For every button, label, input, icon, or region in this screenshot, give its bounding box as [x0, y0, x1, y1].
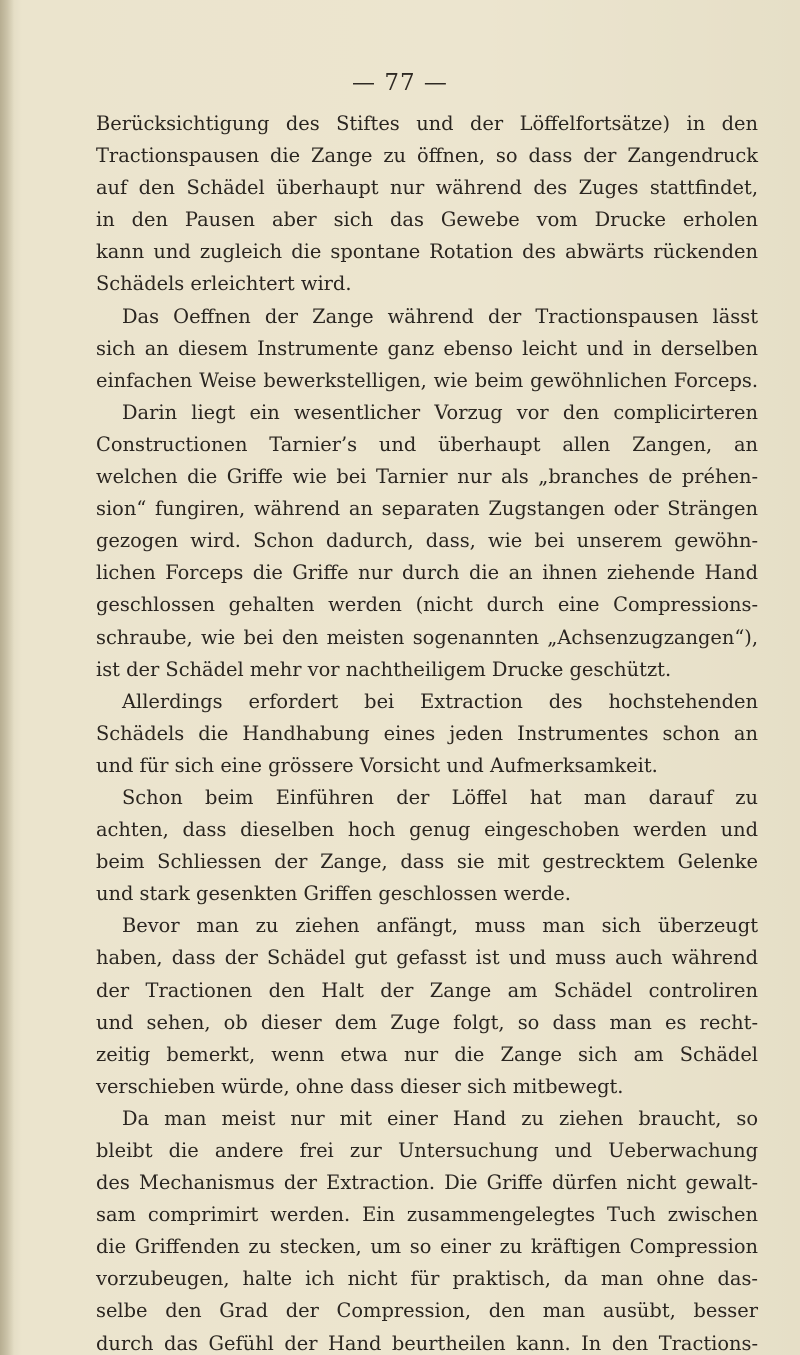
- text-line: vorzubeugen, halte ich nicht für praktisch, da man ohne das-: [96, 1267, 758, 1291]
- text-line: geschlossen gehalten werden (nicht durch eine Compressions-: [96, 593, 758, 617]
- text-line: Constructionen Tarnier’s und überhaupt allen Zangen, an: [96, 432, 758, 456]
- text-line: des Mechanismus der Extraction. Die Griffe dürfen nicht gewalt-: [96, 1171, 758, 1195]
- text-line: auf den Schädel überhaupt nur während des Zuges stattfindet,: [96, 176, 758, 200]
- text-line: in den Pausen aber sich das Gewebe vom Drucke erholen: [96, 208, 758, 232]
- text-line: durch das Gefühl der Hand beurtheilen kann. In den Tractions-: [96, 1331, 758, 1355]
- text-line: Das Oeffnen der Zange während der Tractionspausen lässt: [122, 304, 758, 328]
- text-line: Tractionspausen die Zange zu öffnen, so dass der Zangendruck: [96, 144, 758, 168]
- text-line: einfachen Weise bewerkstelligen, wie beim gewöhnlichen Forceps.: [96, 368, 758, 392]
- binding-shadow: [0, 0, 14, 1355]
- text-line: haben, dass der Schädel gut gefasst ist und muss auch während: [96, 946, 758, 970]
- text-line: sam comprimirt werden. Ein zusammengelegtes Tuch zwischen: [96, 1203, 758, 1227]
- text-line: verschieben würde, ohne dass dieser sich mitbewegt.: [96, 1074, 624, 1098]
- text-line: und sehen, ob dieser dem Zuge folgt, so dass man es recht-: [96, 1010, 758, 1034]
- text-line: welchen die Griffe wie bei Tarnier nur als „branches de préhen-: [96, 465, 758, 489]
- page-number: — 77 —: [352, 70, 448, 96]
- text-line: sion“ fungiren, während an separaten Zugstangen oder Strängen: [96, 497, 758, 521]
- text-line: Schädels erleichtert wird.: [96, 272, 352, 296]
- text-line: Da man meist nur mit einer Hand zu ziehen braucht, so: [122, 1106, 758, 1130]
- text-line: Schädels die Handhabung eines jeden Instrumentes schon an: [96, 721, 758, 745]
- text-line: Darin liegt ein wesentlicher Vorzug vor den complicirteren: [122, 400, 758, 424]
- text-line: selbe den Grad der Compression, den man ausübt, besser: [96, 1299, 758, 1323]
- body-text: [96, 108, 758, 1355]
- text-line: Schon beim Einführen der Löffel hat man darauf zu: [122, 785, 758, 809]
- text-line: und für sich eine grössere Vorsicht und Aufmerksamkeit.: [96, 753, 658, 777]
- text-line: zeitig bemerkt, wenn etwa nur die Zange sich am Schädel: [96, 1042, 758, 1066]
- text-line: beim Schliessen der Zange, dass sie mit gestrecktem Gelenke: [96, 850, 758, 874]
- text-line: Bevor man zu ziehen anfängt, muss man sich überzeugt: [122, 914, 758, 938]
- text-line: gezogen wird. Schon dadurch, dass, wie bei unserem gewöhn-: [96, 529, 758, 553]
- text-line: Allerdings erfordert bei Extraction des hochstehenden: [122, 689, 758, 713]
- text-line: schraube, wie bei den meisten sogenannten „Achsenzugzangen“),: [96, 625, 758, 649]
- text-line: bleibt die andere frei zur Untersuchung und Ueberwachung: [96, 1139, 758, 1162]
- text-line: der Tractionen den Halt der Zange am Schädel controliren: [96, 978, 758, 1002]
- text-line: achten, dass dieselben hoch genug eingeschoben werden und: [96, 818, 758, 842]
- text-line: kann und zugleich die spontane Rotation des abwärts rückenden: [96, 240, 758, 264]
- text-line: ist der Schädel mehr vor nachtheiligem Drucke geschützt.: [96, 657, 672, 681]
- text-line: Berücksichtigung des Stiftes und der Löffelfortsätze) in den: [96, 112, 758, 135]
- text-line: die Griffenden zu stecken, um so einer zu kräftigen Compression: [96, 1235, 758, 1259]
- text-line: sich an diesem Instrumente ganz ebenso leicht und in derselben: [96, 336, 758, 360]
- text-line: lichen Forceps die Griffe nur durch die an ihnen ziehende Hand: [96, 561, 758, 585]
- text-line: und stark gesenkten Griffen geschlossen werde.: [96, 882, 571, 906]
